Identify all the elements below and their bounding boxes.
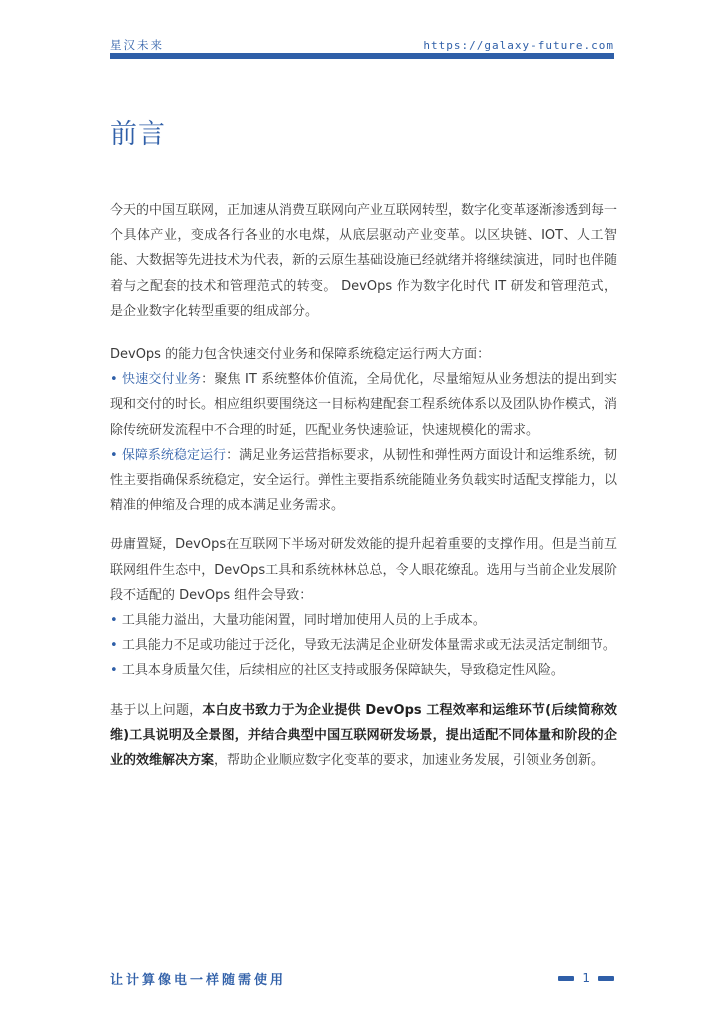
fast-delivery-text: ：聚焦 IT 系统整体价值流，全局优化，尽量缩短从业务想法的提出到实现和交付的时长。相应组织要围绕这一目标构建配套工程系统体系以及团队协作模式，消除传统研发流程中不合理的时延，匹配业务快速验证，快速规模化的需求。 xyxy=(110,372,618,438)
list-item-stable-operation xyxy=(110,443,617,519)
purpose-bold: 本白皮书致力于为企业提供 DevOps 工程效率和运维环节(后续简称效维)工具说明及全景图，并结合典型中国互联网研发场景，提出适配不同体量和阶段的企业的效维解决方案 xyxy=(110,702,617,769)
list-item-fast-delivery xyxy=(110,367,617,443)
paragraph-problem: 毋庸置疑，DevOps在互联网下半场对研发效能的提升起着重要的支撑作用。但是当前互联网组件生态中，DevOps工具和系统林林总总，令人眼花缭乱。选用与当前企业发展阶段不适配的 DevOps 组件会导致： xyxy=(110,537,617,603)
page-footer xyxy=(110,968,614,988)
issue-text: 工具能力溢出，大量功能闲置，同时增加使用人员的上手成本。 xyxy=(121,613,486,629)
pager-left-dash xyxy=(558,976,574,981)
bullet-icon: • xyxy=(110,663,118,679)
stable-operation-text: ：满足业务运营指标要求，从韧性和弹性两方面设计和运维系统，韧性主要指确保系统稳定，安全运行。弹性主要指系统能随业务负载实时适配支撑能力，以精准的伸缩及合理的成本满足业务需求。 xyxy=(110,447,618,514)
paragraph-intro: 今天的中国互联网，正加速从消费互联网向产业互联网转型，数字化变革逐渐渗透到每一个具体产业，变成各行各业的水电煤，从底层驱动产业变革。以区块链、IOT、人工智能、大数据等先进技术为代表，新的云原生基础设施已经就绪并将继续演进，同时也伴随着与之配套的技术和管理范式的转变。 DevOps 作为数字化时代 IT 研发和管理范式，是企业数字化转型重要的组成部分。 xyxy=(110,203,618,319)
fast-delivery-label: 快速交付业务 xyxy=(122,372,202,388)
bullet-icon: • xyxy=(110,447,118,463)
issue-text: 工具能力不足或功能过于泛化，导致无法满足企业研发体量需求或无法灵活定制细节。 xyxy=(121,638,616,654)
paragraph-capabilities: DevOps 的能力包含快速交付业务和保障系统稳定运行两大方面： xyxy=(110,347,491,363)
bullet-icon: • xyxy=(110,638,118,654)
body-content xyxy=(110,198,617,773)
bullet-icon: • xyxy=(110,372,118,388)
page-title: 前言 xyxy=(110,119,166,150)
header-divider-bar xyxy=(110,53,614,59)
brand-name: 星汉未来 xyxy=(110,38,164,52)
list-item-issue-2 xyxy=(110,633,617,658)
bullet-icon: • xyxy=(110,613,118,629)
purpose-start: 基于以上问题， xyxy=(110,702,203,718)
page-number: 1 xyxy=(582,971,590,985)
purpose-end: ，帮助企业顺应数字化变革的要求，加速业务发展，引领业务创新。 xyxy=(214,753,605,769)
footer-slogan: 让计算像电一样随需使用 xyxy=(110,972,287,988)
list-item-issue-3 xyxy=(110,658,617,683)
list-item-issue-1 xyxy=(110,608,617,633)
pager-right-dash xyxy=(598,976,614,981)
paragraph-purpose xyxy=(110,698,617,774)
site-url[interactable]: https://galaxy-future.com xyxy=(423,38,614,52)
issue-text: 工具本身质量欠佳，后续相应的社区支持或服务保障缺失，导致稳定性风险。 xyxy=(121,663,564,679)
page-number-indicator xyxy=(558,971,614,985)
page-header xyxy=(110,36,614,54)
stable-operation-label: 保障系统稳定运行 xyxy=(121,447,227,463)
